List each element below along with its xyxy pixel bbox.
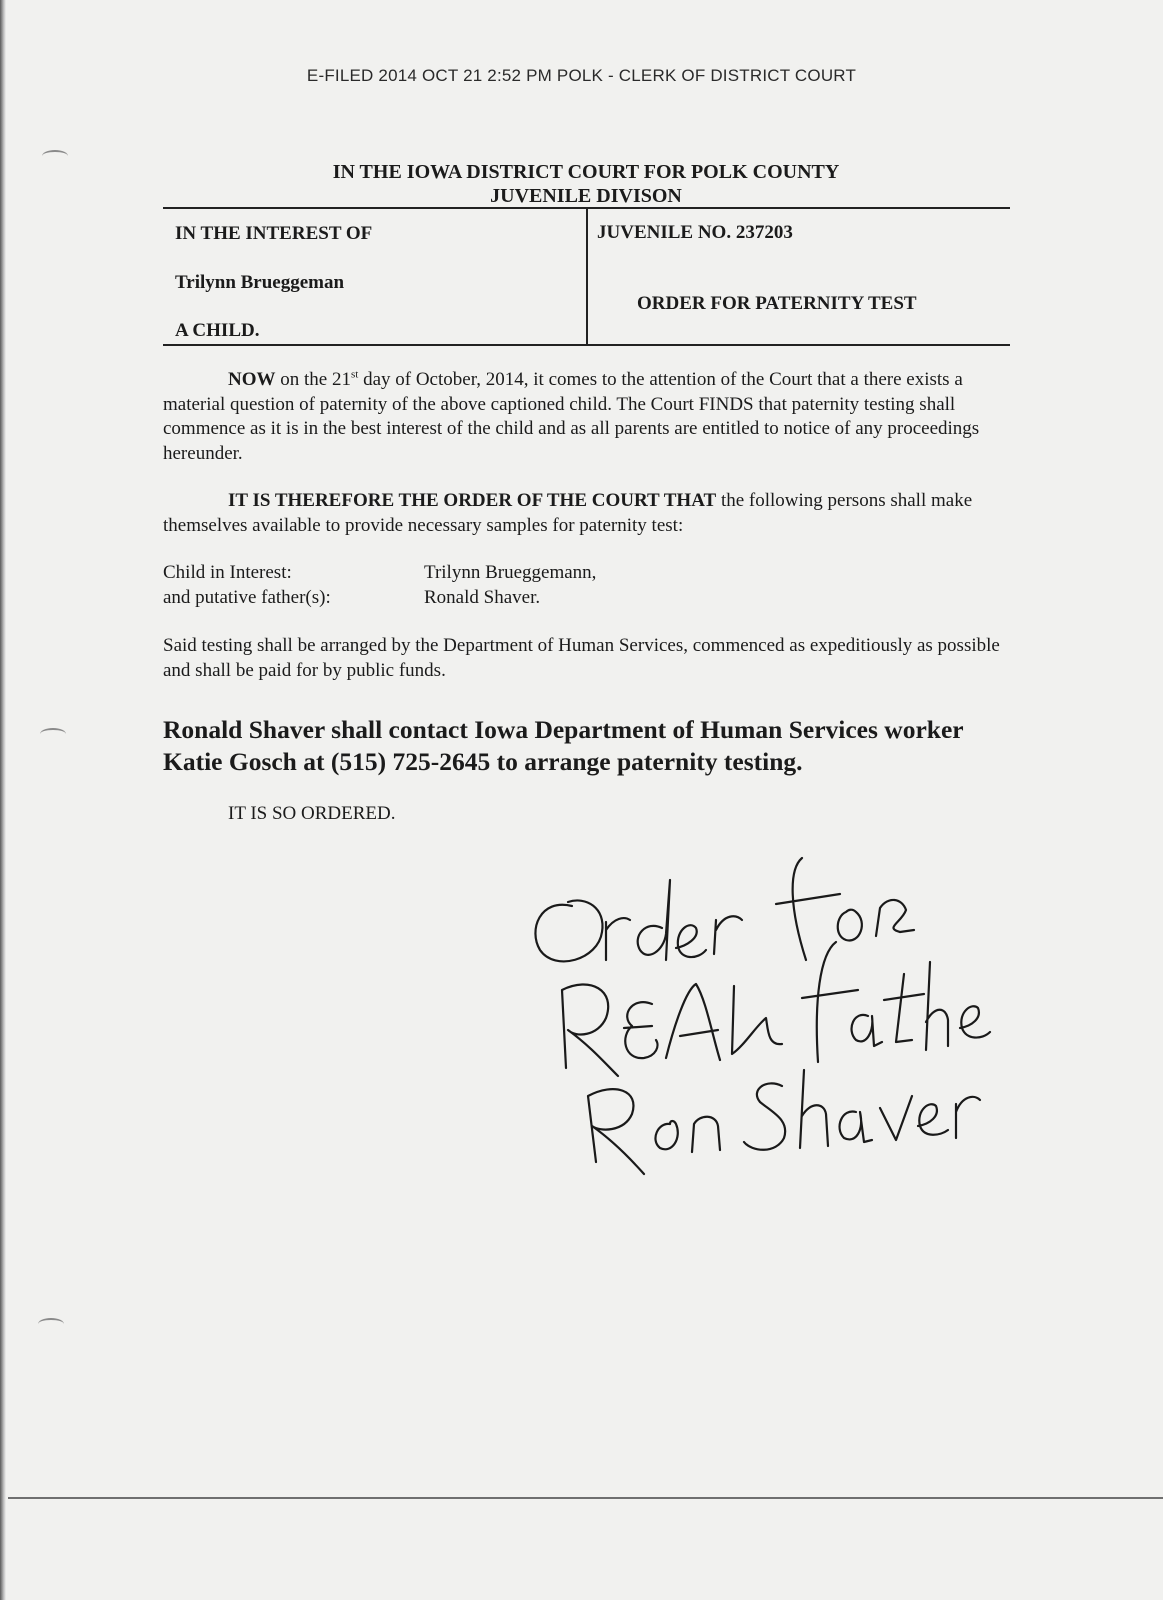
document-title: ORDER FOR PATERNITY TEST (637, 293, 917, 314)
findings-text-b: day of October, 2014, it comes to the attention of the Court that a there exists a material question of paternity of the above captioned child. The Court FINDS that paternity testing shall commence as it is in the best interest of the child and as all parents are entitled to notice of any proceedings hereunder. (163, 369, 980, 464)
child-in-interest-label: Child in Interest: (163, 562, 292, 583)
so-ordered: IT IS SO ORDERED. (228, 803, 396, 824)
contact-notice: Ronald Shaver shall contact Iowa Department of Human Services worker Katie Gosch at (515) 725-2645 to arrange paternity testing. (163, 715, 964, 776)
hole-punch-mark (40, 728, 66, 740)
order-paragraph (163, 489, 1008, 538)
now-lead: NOW (228, 369, 276, 390)
page-bottom-rule (8, 1497, 1163, 1499)
testing-paragraph: Said testing shall be arranged by the Department of Human Services, commenced as expeditiously as possible and shall be paid for by public funds. (163, 635, 1000, 681)
findings-paragraph (163, 368, 1008, 466)
findings-text-a: on the 21 (275, 369, 351, 390)
handwritten-annotation (520, 850, 1000, 1210)
court-division: JUVENILE DIVISON (490, 185, 682, 207)
putative-father-value: Ronald Shaver. (424, 586, 541, 608)
child-in-interest-value: Trilynn Brueggemann, (424, 562, 597, 583)
court-heading (0, 160, 1163, 208)
juvenile-number: JUVENILE NO. 237203 (597, 222, 793, 243)
interest-of-label: IN THE INTEREST OF (175, 223, 373, 244)
ordinal-suffix: st (350, 368, 359, 381)
child-name: Trilynn Brueggeman (175, 272, 345, 293)
scan-page-edge (0, 0, 6, 1600)
a-child-label: A CHILD. (175, 320, 260, 341)
order-lead: IT IS THEREFORE THE ORDER OF THE COURT THAT (228, 490, 717, 511)
order-text: the following persons shall make themselves available to provide necessary samples for paternity test: (163, 490, 973, 536)
hole-punch-mark (38, 1318, 64, 1330)
court-name: IN THE IOWA DISTRICT COURT FOR POLK COUNTY (332, 161, 840, 183)
caption-divider (586, 209, 588, 344)
case-caption (163, 207, 1010, 346)
putative-father-label: and putative father(s): (163, 586, 331, 608)
efiled-stamp: E-FILED 2014 OCT 21 2:52 PM POLK - CLERK OF DISTRICT COURT (306, 66, 857, 85)
